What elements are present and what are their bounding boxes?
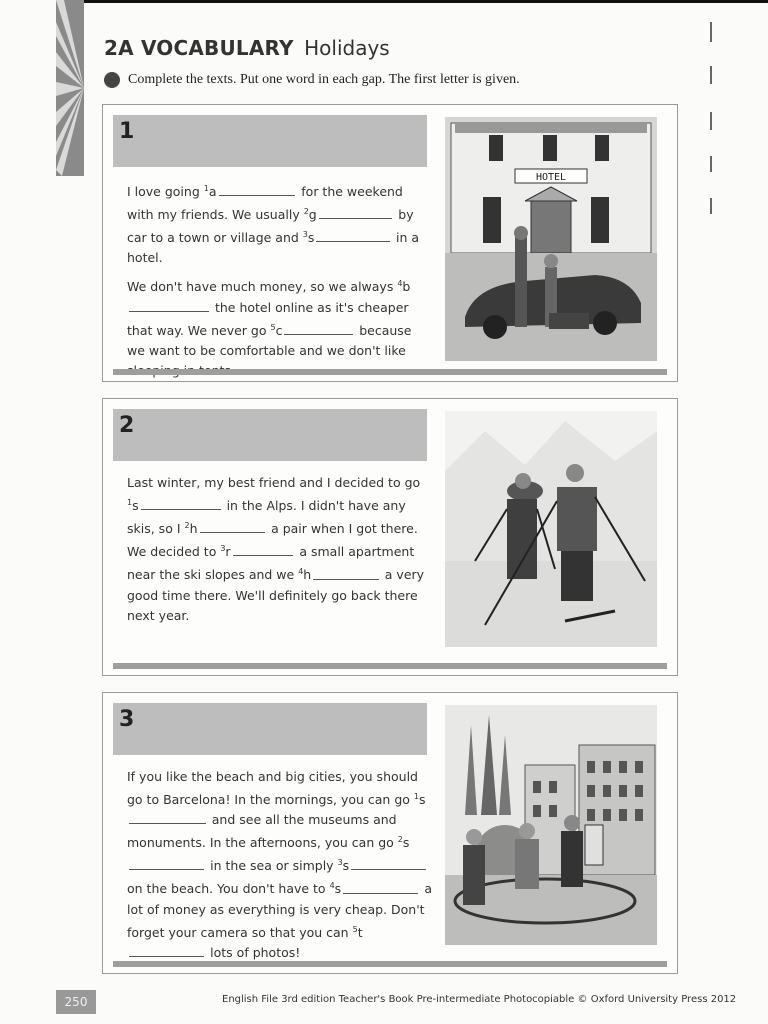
- text-run: Last winter, my best friend and I decided to go: [127, 475, 421, 490]
- text-run: a very good time there. We'll definitely go back there next year.: [127, 567, 425, 623]
- skiing-drawing: [445, 411, 657, 647]
- exercise-panel-1: [102, 104, 678, 382]
- exercise-panel-3: [102, 692, 678, 974]
- gap-number: 3: [337, 858, 343, 868]
- exercise-panel-2: [102, 398, 678, 676]
- text-run: a small apartment near the ski slopes and we: [127, 544, 415, 583]
- gap-number: 2: [184, 521, 190, 531]
- text-run: in the sea or simply: [206, 858, 338, 874]
- text-run: h: [189, 521, 198, 537]
- gap-number: 2: [397, 835, 403, 845]
- answer-gap[interactable]: [343, 881, 418, 894]
- gap-number: 2: [303, 207, 309, 217]
- answer-gap[interactable]: [284, 322, 353, 335]
- text-run: b: [402, 279, 411, 295]
- text-run: h: [303, 567, 312, 583]
- text-run: s: [342, 858, 350, 874]
- text-run: a pair when I got there. We decided to: [127, 521, 418, 560]
- panel-header-bar: [113, 115, 427, 167]
- section-topic: Holidays: [304, 36, 390, 60]
- text-run: on the beach. You don't have to: [127, 881, 330, 897]
- text-run: g: [308, 207, 317, 223]
- instruction-text: Complete the texts. Put one word in each gap. The first letter is given.: [128, 72, 520, 87]
- gap-number: 4: [329, 881, 335, 891]
- edge-mark: [710, 156, 712, 172]
- barcelona-illustration: [445, 705, 657, 945]
- answer-gap[interactable]: [141, 497, 221, 510]
- text-run: We don't have much money, so we always: [127, 279, 398, 295]
- text-run: because we want to be comfortable and we don't like: [127, 322, 412, 358]
- text-run: s: [132, 498, 139, 514]
- bullet-icon: [104, 72, 120, 88]
- text-run: s: [307, 230, 315, 246]
- hotel-drawing: [445, 117, 657, 361]
- hotel-illustration: [445, 117, 657, 361]
- answer-gap[interactable]: [129, 299, 209, 312]
- answer-gap[interactable]: [219, 183, 296, 196]
- barcelona-drawing: [445, 705, 657, 945]
- panel-bottom-rule: [113, 663, 667, 669]
- paragraph: [127, 473, 427, 626]
- panel-header-bar: [113, 409, 427, 461]
- answer-gap[interactable]: [319, 206, 393, 219]
- hotel-sign-text: HOTEL: [535, 172, 567, 183]
- answer-gap[interactable]: [316, 229, 390, 242]
- answer-gap[interactable]: [233, 543, 294, 556]
- answer-gap[interactable]: [313, 567, 379, 580]
- text-run: the hotel online as it's cheaper that way. We never go: [127, 299, 409, 338]
- edge-mark: [710, 198, 712, 214]
- answer-gap[interactable]: [351, 857, 426, 870]
- panel-bottom-rule: [113, 961, 667, 967]
- sunburst-decoration: [56, 0, 84, 176]
- text-run: and see all the museums and monuments. In the afternoons, you can go: [127, 812, 398, 851]
- panel-bottom-rule: [113, 369, 667, 375]
- text-run: in the Alps. I didn't have any skis, so I: [127, 498, 406, 537]
- edge-mark: [710, 22, 712, 42]
- gap-number: 1: [413, 792, 419, 801]
- edge-mark: [710, 112, 712, 130]
- gap-number: 3: [220, 544, 226, 554]
- text-run: I love going: [127, 184, 204, 200]
- gap-number: 5: [270, 322, 276, 332]
- answer-gap[interactable]: [129, 811, 206, 824]
- instruction: [104, 72, 520, 88]
- skiing-illustration: [445, 411, 657, 647]
- text-run: by car to a town or village and: [127, 207, 414, 246]
- page-number: 250: [56, 990, 96, 1014]
- answer-gap[interactable]: [200, 520, 266, 533]
- gap-number: 3: [302, 230, 308, 240]
- paragraph: [127, 179, 427, 268]
- gap-number: 4: [397, 279, 403, 289]
- gap-number: 1: [127, 498, 133, 507]
- panel-number: 2: [119, 413, 135, 438]
- page-title: [104, 36, 390, 60]
- gap-number: 5: [352, 924, 358, 934]
- text-run: t: [357, 924, 363, 940]
- footer-credit: English File 3rd edition Teacher's Book Pre-intermediate Photocopiable © Oxford University Press 2012: [222, 994, 737, 1005]
- text-run: s: [418, 792, 426, 808]
- text-run: s: [402, 835, 410, 851]
- gap-number: 4: [298, 567, 304, 577]
- text-run: If you like the beach and big cities, you should go to Barcelona! In the mornings, you can go: [127, 769, 418, 808]
- text-run: a: [208, 184, 217, 200]
- text-run: r: [225, 544, 231, 560]
- answer-gap[interactable]: [129, 944, 204, 957]
- answer-gap[interactable]: [129, 857, 204, 870]
- paragraph: [127, 274, 427, 380]
- text-run: in a hotel.: [127, 230, 420, 266]
- top-rule: [60, 0, 768, 3]
- section-code: 2A VOCABULARY: [104, 36, 294, 60]
- panel-text: [127, 767, 437, 969]
- gap-number: 1: [203, 184, 209, 193]
- paragraph: [127, 767, 437, 963]
- panel-header-bar: [113, 703, 427, 755]
- panel-text: [127, 179, 427, 387]
- text-run: a lot of money as everything is very cheap. Don't forget your camera so that you can: [127, 881, 432, 940]
- text-run: lots of photos!: [206, 944, 301, 960]
- edge-mark: [710, 66, 712, 84]
- text-run: c: [275, 322, 283, 338]
- text-run: for the weekend with my friends. We usually: [127, 184, 403, 223]
- panel-number: 1: [119, 119, 135, 144]
- panel-text: [127, 473, 427, 632]
- text-run: s: [334, 881, 342, 897]
- panel-number: 3: [119, 707, 135, 732]
